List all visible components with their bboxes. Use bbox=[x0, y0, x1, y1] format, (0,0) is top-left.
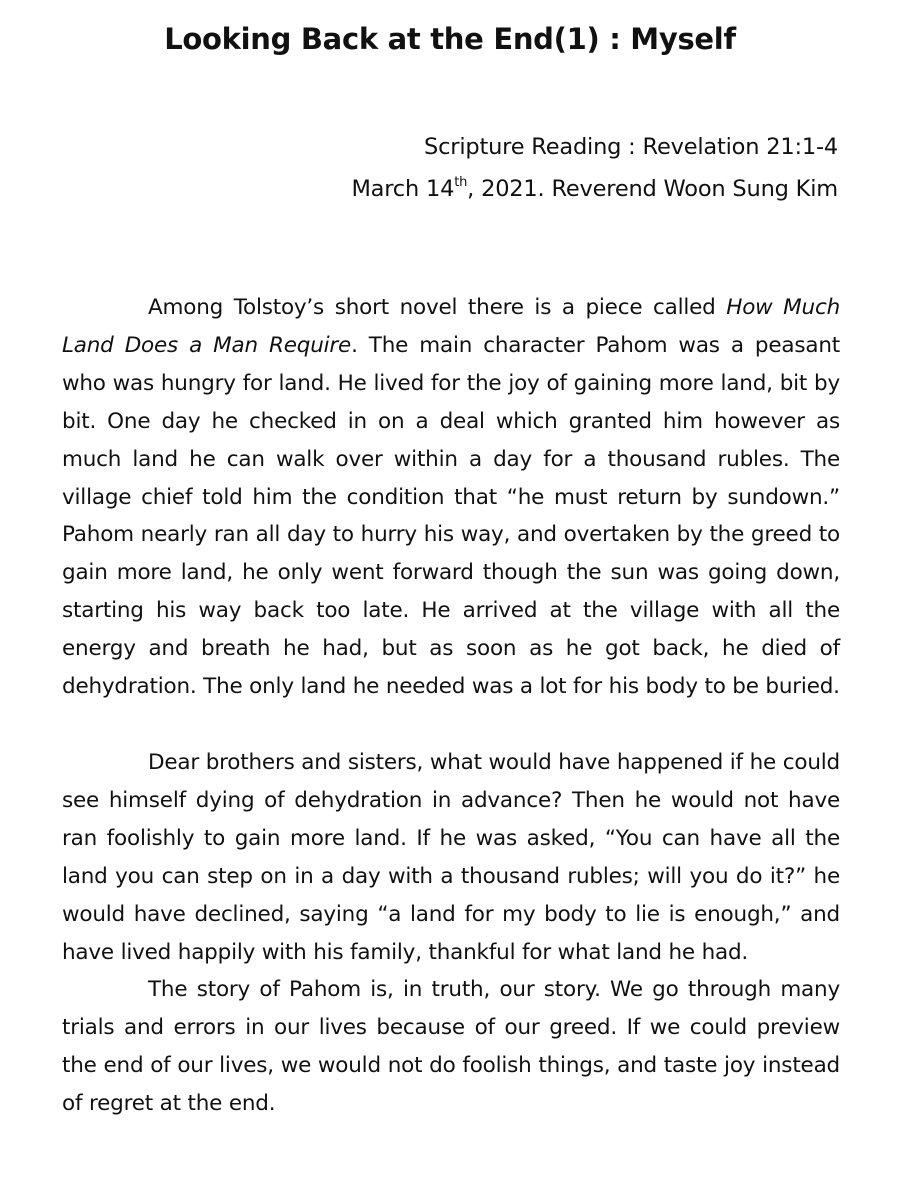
date-line bbox=[351, 168, 838, 210]
date-month-day: March 14 bbox=[351, 176, 455, 202]
date-ordinal: th bbox=[454, 175, 468, 190]
book-title: How Much Land Does a Man Require bbox=[62, 295, 840, 358]
sermon-header bbox=[351, 126, 838, 210]
scripture-reading: Scripture Reading : Revelation 21:1-4 bbox=[424, 134, 838, 160]
paragraph-1-start: Among Tolstoy’s short novel there is a piece called bbox=[148, 295, 727, 320]
paragraph-1-rest: . The main character Pahom was a peasant who was hungry for land. He lived for the joy of gaining more land, bit by bit. One day he checked in on a deal which granted him however as much land he can walk over within a day for a thousand rubles. The village chief told him the condition that “he must return by sundown.” Pahom nearly ran all day to hurry his way, and overtaken by the greed to gain more land, he only went forward though the sun was going down, starting his way back too late. He arrived at the village with all the energy and breath he had, but as soon as he got back, he died of dehydration. The only land he needed was a lot for his body to be buried. bbox=[62, 332, 841, 700]
paragraph-1 bbox=[62, 289, 840, 706]
paragraph-3: The story of Pahom is, in truth, our story. We go through many trials and errors in our lives because of our greed. If we could preview the end of our lives, we would not do foolish things, and taste joy instead of regret at the end. bbox=[62, 977, 840, 1117]
date-rest: , 2021. Reverend Woon Sung Kim bbox=[467, 176, 838, 202]
page-title: Looking Back at the End(1) : Myself bbox=[164, 22, 736, 56]
sermon-body bbox=[62, 289, 840, 1123]
paragraph-2: Dear brothers and sisters, what would have happened if he could see himself dying of dehydration in advance? Then he would not have ran foolishly to gain more land. If he was asked, “You can have all the land you can step on in a day with a thousand rubles; will you do it?” he would have declined, saying “a land for my body to lie is enough,” and have lived happily with his family, thankful for what land he had. bbox=[62, 749, 840, 965]
